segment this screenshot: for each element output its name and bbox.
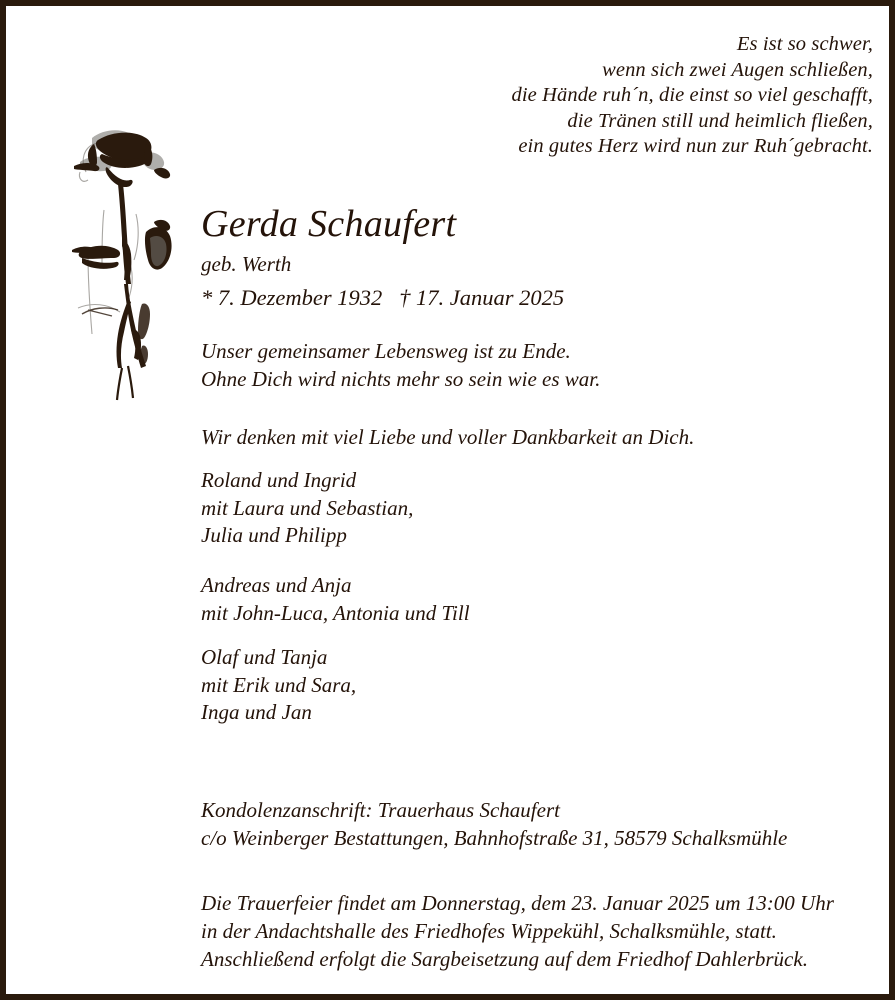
poem-line-3: die Hände ruh´n, die einst so viel geschafft, [511,84,873,106]
deceased-name: Gerda Schaufert [201,203,457,245]
service-line-1: Die Trauerfeier findet am Donnerstag, dem 23. Januar 2025 um 13:00 Uhr [201,891,834,915]
condolence-line-2: c/o Weinberger Bestattungen, Bahnhofstraße 31, 58579 Schalksmühle [201,825,788,850]
memorial-poem [313,32,873,160]
family-group-1 [201,467,413,550]
condolence-address [201,797,787,852]
lebensweg-message [201,338,600,393]
family-group-3-line-1: Olaf und Tanja [201,645,328,669]
danken-line: Wir denken mit viel Liebe und voller Dankbarkeit an Dich. [201,425,695,449]
poem-line-2: wenn sich zwei Augen schließen, [602,58,873,81]
family-group-2-line-1: Andreas und Anja [201,573,352,597]
family-group-2-line-2: mit John-Luca, Antonia und Till [201,600,470,625]
dankbarkeit-message [201,424,694,452]
rose-illustration [58,114,194,414]
rose-icon [58,114,194,414]
notice-inner [6,6,889,994]
poem-line-5: ein gutes Herz wird nun zur Ruh´gebracht. [518,135,873,157]
family-group-1-line-1: Roland und Ingrid [201,468,357,492]
funeral-service-details [201,889,834,973]
service-line-2: in der Andachtshalle des Friedhofes Wippekühl, Schalksmühle, statt. [201,919,777,943]
family-group-3 [201,644,356,727]
lebensweg-line-1: Unser gemeinsamer Lebensweg ist zu Ende. [201,339,571,363]
deceased-maiden-name: geb. Werth [201,252,292,276]
condolence-line-1: Kondolenzanschrift: Trauerhaus Schaufert [201,798,560,822]
service-line-3: Anschließend erfolgt die Sargbeisetzung auf dem Friedhof Dahlerbrück. [201,947,808,971]
lebensweg-line-2: Ohne Dich wird nichts mehr so sein wie es war. [201,366,601,391]
family-group-1-line-2: mit Laura und Sebastian, [201,495,414,520]
family-group-3-line-2: mit Erik und Sara, [201,672,357,697]
family-group-1-line-3: Julia und Philipp [201,523,347,547]
poem-line-4: die Tränen still und heimlich fließen, [567,109,873,132]
family-group-3-line-3: Inga und Jan [201,700,312,724]
deceased-dates: * 7. Dezember 1932 † 17. Januar 2025 [201,285,565,310]
poem-line-1: Es ist so schwer, [736,33,873,55]
family-group-2 [201,572,470,627]
